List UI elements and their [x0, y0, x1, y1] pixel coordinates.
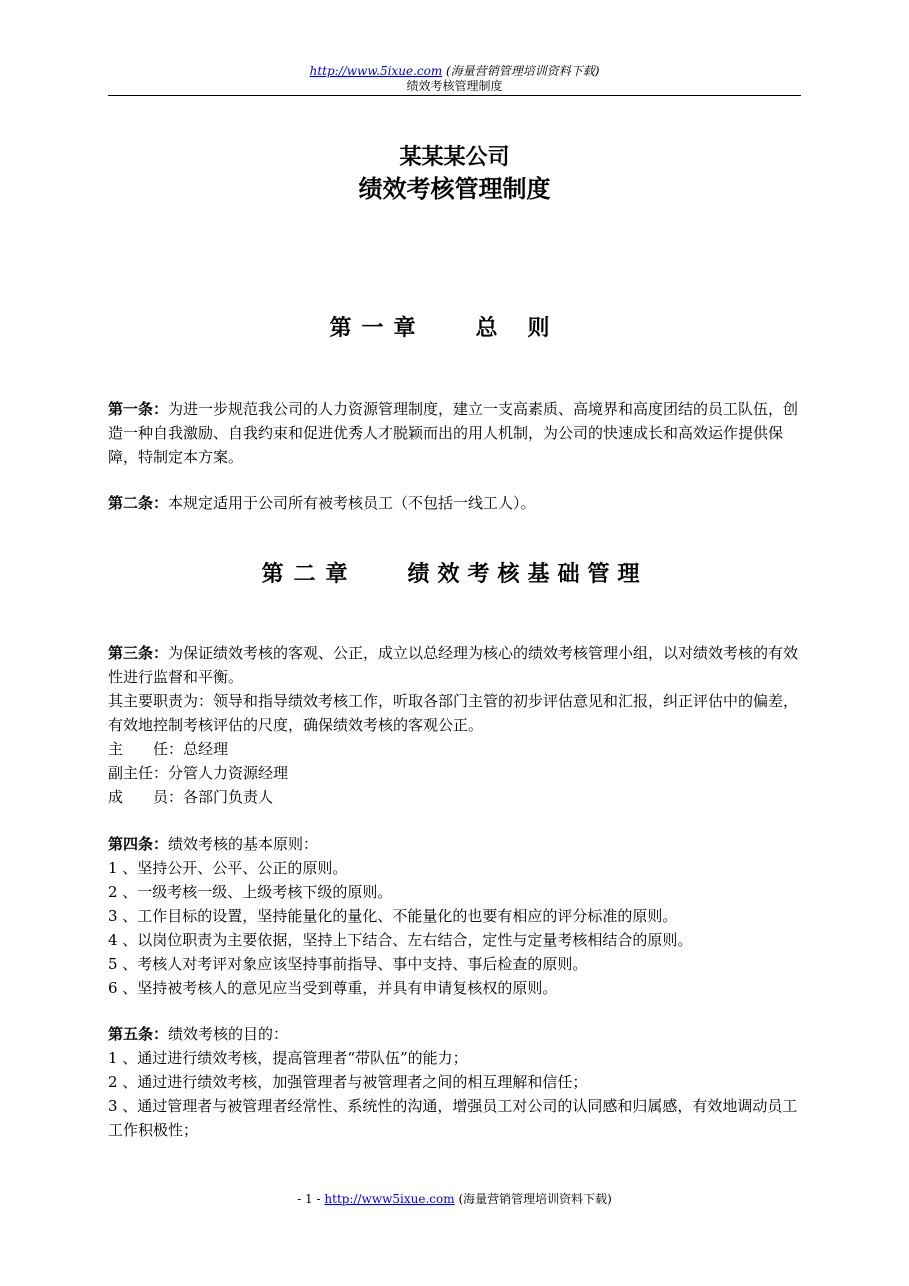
article-1-lead: 第一条：	[108, 400, 169, 418]
chapter-2-name: 绩效考核基础管理	[407, 562, 648, 587]
role-title: 副主任：	[108, 764, 169, 782]
role-members	[108, 785, 801, 809]
chapter-1-heading	[108, 311, 801, 342]
article-1	[108, 397, 801, 469]
list-item: 1 、坚持公开、公平、公正的原则。	[108, 859, 348, 877]
role-deputy-director	[108, 761, 801, 785]
article-4-text: 绩效考核的基本原则：	[168, 835, 319, 853]
chapter-2-heading	[108, 557, 801, 588]
article-5	[108, 1022, 801, 1142]
list-item: 2 、通过进行绩效考核，加强管理者与被管理者之间的相互理解和信任；	[108, 1073, 588, 1091]
article-4	[108, 832, 801, 1000]
role-value: 总经理	[183, 740, 229, 758]
article-5-lead: 第五条：	[108, 1025, 169, 1043]
article-3-duties: 其主要职责为：领导和指导绩效考核工作，听取各部门主管的初步评估意见和汇报，纠正评估中的偏差，有效地控制考核评估的尺度，确保绩效考核的客观公正。	[108, 692, 799, 734]
article-2-text: 本规定适用于公司所有被考核员工（不包括一线工人）。	[168, 494, 536, 512]
list-item: 1 、通过进行绩效考核，提高管理者“带队伍”的能力；	[108, 1049, 468, 1067]
header-line	[108, 64, 801, 79]
role-director	[108, 737, 801, 761]
list-item: 2 、一级考核一级、上级考核下级的原则。	[108, 883, 393, 901]
company-name: 某某某公司	[399, 145, 510, 170]
list-item: 4 、以岗位职责为主要依据，坚持上下结合、左右结合，定性与定量考核相结合的原则。	[108, 931, 693, 949]
header-note: (海量营销管理培训资料下载)	[446, 64, 600, 78]
page-header	[108, 64, 801, 94]
chapter-1-number: 第一章	[329, 316, 426, 341]
article-3-text: 为保证绩效考核的客观、公正，成立以总经理为核心的绩效考核管理小组，以对绩效考核的有效性进行监督和平衡。	[108, 644, 799, 686]
role-value: 各部门负责人	[183, 788, 274, 806]
article-3-lead: 第三条：	[108, 644, 169, 662]
header-link[interactable]: http://www.5ixue.com	[309, 64, 443, 78]
list-item: 3 、通过管理者与被管理者经常性、系统性的沟通，增强员工对公司的认同感和归属感，有效地调动员工工作积极性；	[108, 1097, 798, 1139]
chapter-1-name: 总则	[475, 316, 580, 341]
article-4-lead: 第四条：	[108, 835, 169, 853]
page-number: - 1 -	[297, 1192, 321, 1206]
article-1-text: 为进一步规范我公司的人力资源管理制度，建立一支高素质、高境界和高度团结的员工队伍，创造一种自我激励、自我约束和促进优秀人才脱颖而出的用人机制，为公司的快速成长和高效运作提供保障，特制定本方案。	[108, 400, 799, 466]
header-divider	[108, 95, 801, 96]
role-title: 主 任：	[108, 740, 184, 758]
role-value: 分管人力资源经理	[168, 764, 289, 782]
role-title: 成 员：	[108, 788, 184, 806]
chapter-2-number: 第二章	[261, 562, 358, 587]
document-title: 绩效考核管理制度	[358, 175, 551, 203]
list-item: 3 、工作目标的设置，坚持能量化的量化、不能量化的也要有相应的评分标准的原则。	[108, 907, 678, 925]
list-item: 6 、坚持被考核人的意见应当受到尊重，并具有申请复核权的原则。	[108, 979, 558, 997]
article-2-lead: 第二条：	[108, 494, 169, 512]
footer-link[interactable]: http://www5ixue.com	[324, 1192, 455, 1206]
article-5-text: 绩效考核的目的：	[168, 1025, 289, 1043]
footer-note: (海量营销管理培训资料下载)	[458, 1192, 612, 1206]
list-item: 5 、考核人对考评对象应该坚持事前指导、事中支持、事后检查的原则。	[108, 955, 588, 973]
article-3	[108, 641, 801, 809]
article-2	[108, 491, 801, 515]
page-footer	[108, 1192, 801, 1207]
header-subtitle: 绩效考核管理制度	[406, 79, 503, 93]
